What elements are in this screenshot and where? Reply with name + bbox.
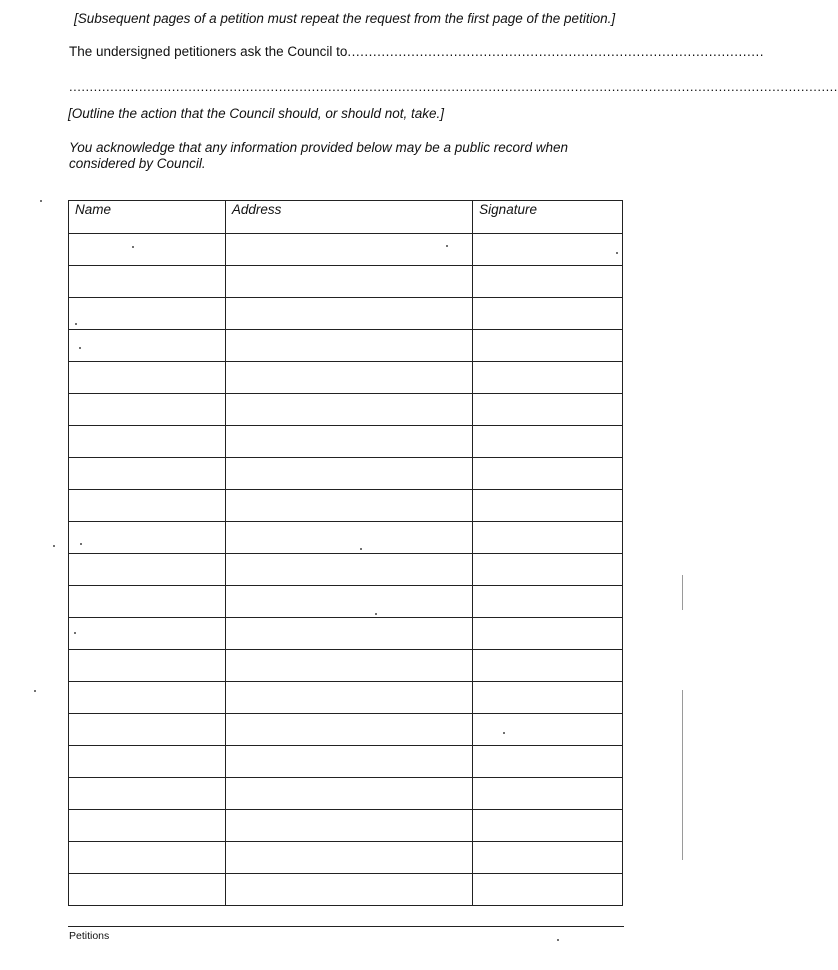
table-row: [69, 426, 623, 458]
signature-cell[interactable]: [473, 330, 623, 362]
name-cell[interactable]: [69, 874, 226, 906]
scan-speck: [74, 632, 76, 634]
address-cell[interactable]: [225, 746, 472, 778]
address-cell[interactable]: [225, 842, 472, 874]
footer-rule: [68, 926, 624, 927]
name-cell[interactable]: [69, 298, 226, 330]
council-request-label: The undersigned petitioners ask the Council to: [69, 44, 348, 59]
name-cell[interactable]: [69, 394, 226, 426]
name-cell[interactable]: [69, 586, 226, 618]
table-row: [69, 586, 623, 618]
table-row: [69, 618, 623, 650]
request-fill-in-dots[interactable]: ..................................................................................................: [347, 44, 764, 59]
table-row: [69, 266, 623, 298]
scan-speck: [79, 347, 81, 349]
scan-speck: [503, 732, 505, 734]
address-cell[interactable]: [225, 618, 472, 650]
outline-action-note: [Outline the action that the Council should, or should not, take.]: [68, 106, 444, 121]
table-row: [69, 522, 623, 554]
name-cell[interactable]: [69, 682, 226, 714]
name-cell[interactable]: [69, 618, 226, 650]
name-cell[interactable]: [69, 330, 226, 362]
address-cell[interactable]: [225, 458, 472, 490]
signature-cell[interactable]: [473, 842, 623, 874]
scan-speck: [557, 939, 559, 941]
scan-speck: [132, 246, 134, 248]
signature-cell[interactable]: [473, 714, 623, 746]
address-cell[interactable]: [225, 426, 472, 458]
scan-speck: [616, 252, 618, 254]
name-cell[interactable]: [69, 778, 226, 810]
signature-cell[interactable]: [473, 394, 623, 426]
table-row: [69, 362, 623, 394]
name-cell[interactable]: [69, 362, 226, 394]
name-cell[interactable]: [69, 810, 226, 842]
table-row: [69, 490, 623, 522]
name-cell[interactable]: [69, 426, 226, 458]
address-cell[interactable]: [225, 298, 472, 330]
address-cell[interactable]: [225, 490, 472, 522]
signature-cell[interactable]: [473, 810, 623, 842]
table-row: [69, 330, 623, 362]
table-row: [69, 842, 623, 874]
public-record-notice: You acknowledge that any information provided below may be a public record when considered by Council.: [69, 140, 569, 171]
address-cell[interactable]: [225, 554, 472, 586]
name-cell[interactable]: [69, 554, 226, 586]
name-cell[interactable]: [69, 522, 226, 554]
scan-speck: [40, 200, 42, 202]
signature-cell[interactable]: [473, 362, 623, 394]
table-row: [69, 650, 623, 682]
signature-cell[interactable]: [473, 650, 623, 682]
name-cell[interactable]: [69, 842, 226, 874]
table-row: [69, 874, 623, 906]
signature-cell[interactable]: [473, 682, 623, 714]
table-body: [69, 234, 623, 906]
request-continuation-dots[interactable]: ...........................................................................................................................................................................................: [69, 79, 838, 94]
scan-speck: [360, 548, 362, 550]
footer-label: Petitions: [69, 930, 110, 942]
name-cell[interactable]: [69, 266, 226, 298]
scan-edge-mark: [682, 690, 683, 860]
table-row: [69, 554, 623, 586]
council-request-line: [69, 44, 764, 60]
scan-speck: [80, 543, 82, 545]
scan-edge-mark: [682, 575, 683, 610]
name-column-header: Name: [69, 201, 226, 234]
signature-cell[interactable]: [473, 618, 623, 650]
table-row: [69, 714, 623, 746]
name-cell[interactable]: [69, 650, 226, 682]
address-cell[interactable]: [225, 810, 472, 842]
scan-speck: [34, 690, 36, 692]
signature-cell[interactable]: [473, 298, 623, 330]
name-cell[interactable]: [69, 746, 226, 778]
signature-cell[interactable]: [473, 266, 623, 298]
signature-cell[interactable]: [473, 554, 623, 586]
name-cell[interactable]: [69, 714, 226, 746]
signature-cell[interactable]: [473, 490, 623, 522]
table-header-row: [69, 201, 623, 234]
address-cell[interactable]: [225, 362, 472, 394]
address-column-header: Address: [225, 201, 472, 234]
address-cell[interactable]: [225, 586, 472, 618]
signature-cell[interactable]: [473, 234, 623, 266]
signature-cell[interactable]: [473, 426, 623, 458]
table-row: [69, 810, 623, 842]
address-cell[interactable]: [225, 714, 472, 746]
address-cell[interactable]: [225, 394, 472, 426]
scan-speck: [446, 245, 448, 247]
repeat-request-note: [Subsequent pages of a petition must repeat the request from the first page of the petition.]: [74, 11, 616, 26]
signature-cell[interactable]: [473, 746, 623, 778]
table-row: [69, 234, 623, 266]
table-row: [69, 458, 623, 490]
address-cell[interactable]: [225, 778, 472, 810]
signature-table: [68, 200, 623, 906]
table-row: [69, 394, 623, 426]
signature-cell[interactable]: [473, 458, 623, 490]
table-row: [69, 682, 623, 714]
address-cell[interactable]: [225, 234, 472, 266]
table-row: [69, 298, 623, 330]
address-cell[interactable]: [225, 330, 472, 362]
address-cell[interactable]: [225, 874, 472, 906]
signature-cell[interactable]: [473, 874, 623, 906]
scan-speck: [75, 323, 77, 325]
signature-column-header: Signature: [473, 201, 623, 234]
signature-cell[interactable]: [473, 522, 623, 554]
name-cell[interactable]: [69, 458, 226, 490]
table-row: [69, 746, 623, 778]
table-row: [69, 778, 623, 810]
address-cell[interactable]: [225, 650, 472, 682]
name-cell[interactable]: [69, 490, 226, 522]
scan-speck: [53, 545, 55, 547]
name-cell[interactable]: [69, 234, 226, 266]
address-cell[interactable]: [225, 522, 472, 554]
signature-cell[interactable]: [473, 778, 623, 810]
scan-speck: [375, 613, 377, 615]
address-cell[interactable]: [225, 266, 472, 298]
address-cell[interactable]: [225, 682, 472, 714]
signature-cell[interactable]: [473, 586, 623, 618]
